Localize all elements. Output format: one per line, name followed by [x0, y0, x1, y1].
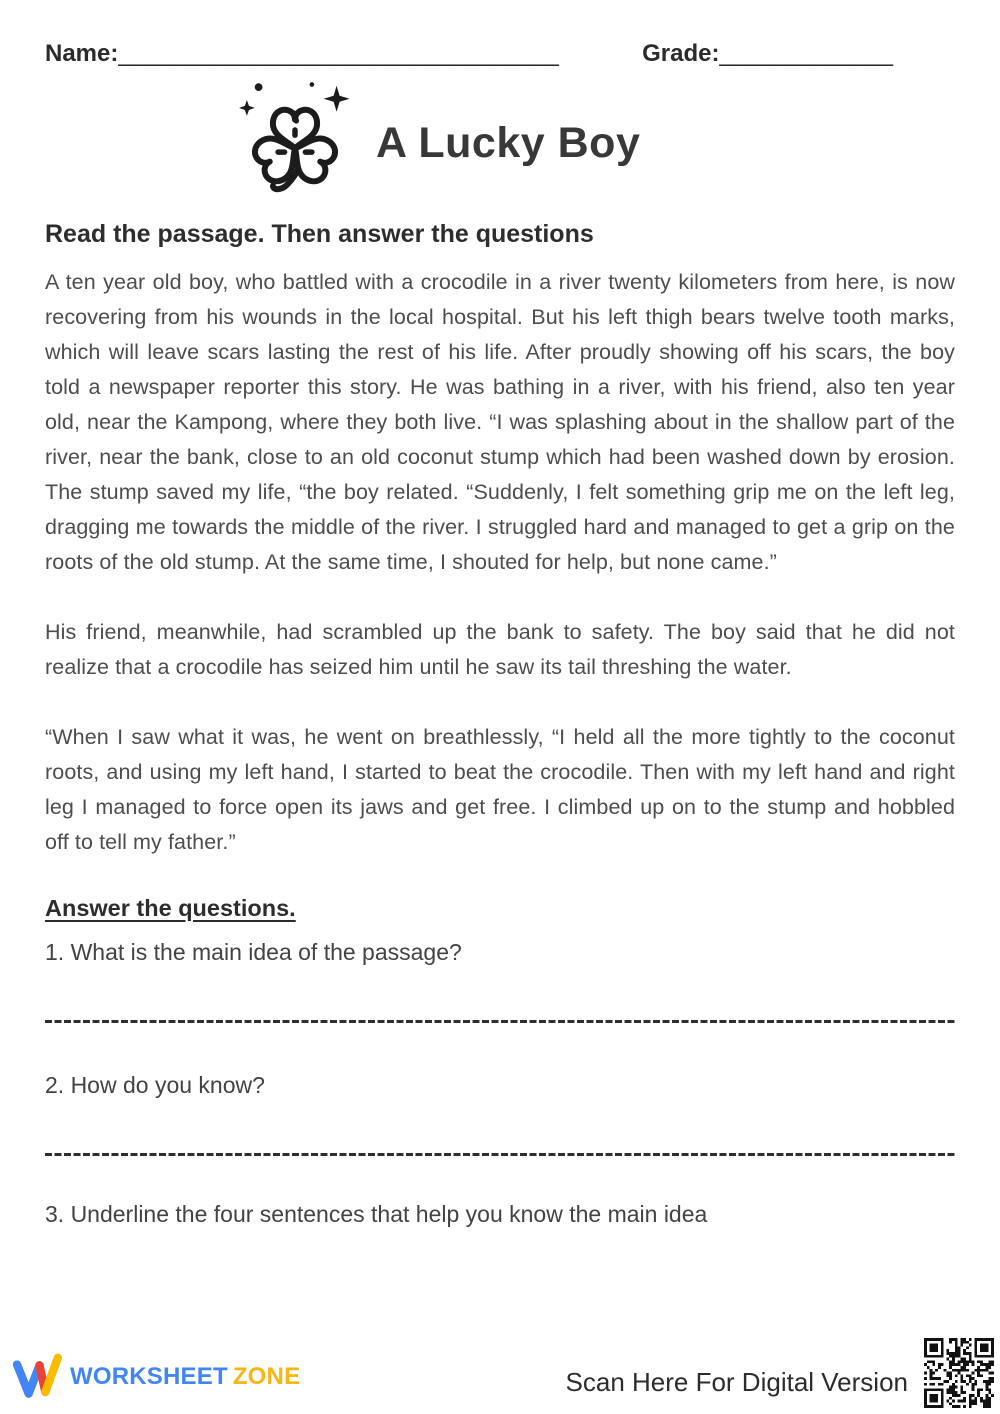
passage-paragraph-2: His friend, meanwhile, had scrambled up the bank to safety. The boy said that he did not realize that a crocodile has seized him until he saw its tail threshing the water. — [45, 620, 955, 679]
brand-worksheet: WORKSHEET — [70, 1363, 228, 1390]
name-field — [45, 40, 559, 68]
grade-blank[interactable]: _____________ — [719, 40, 893, 67]
passage — [45, 265, 955, 860]
brand-text — [70, 1363, 300, 1391]
name-label: Name: — [45, 40, 119, 67]
answer-line-1[interactable] — [45, 1020, 955, 1023]
brand-zone: ZONE — [232, 1363, 301, 1390]
header-row — [45, 0, 955, 68]
qr-code-icon — [921, 1335, 997, 1411]
answer-questions-heading: Answer the questions. — [45, 895, 296, 921]
instruction-heading: Read the passage. Then answer the questions — [45, 220, 594, 248]
passage-paragraph-1: A ten year old boy, who battled with a crocodile in a river twenty kilometers from here, is now recovering from his wounds in the local hospital. But his left thigh bears twelve tooth marks, which will leave scars lasting the rest of his life. After proudly showing off his scars, the boy told a newspaper reporter this story. He was bathing in a river, with his friend, also ten year old, near the Kampong, where they both live. “I was splashing about in the shallow part of the river, near the bank, close to an old coconut stump which had been washed down by erosion. The stump saved my life, “the boy related. “Suddenly, I felt something grip me on the left leg, dragging me towards the middle of the river. I struggled hard and managed to get a grip on the roots of the old stump. At the same time, I shouted for help, but none came.” — [45, 270, 955, 574]
footer — [0, 1330, 1000, 1414]
title-block — [230, 78, 955, 208]
shamrock-icon — [230, 78, 360, 208]
question-3: 3. Underline the four sentences that help you know the main idea — [45, 1201, 708, 1227]
scan-here-text: Scan Here For Digital Version — [565, 1367, 908, 1397]
worksheetzone-logo-icon — [12, 1352, 62, 1402]
grade-field — [642, 40, 893, 68]
worksheetzone-logo — [12, 1352, 300, 1402]
page-title: A Lucky Boy — [376, 118, 641, 167]
passage-paragraph-3: “When I saw what it was, he went on breathlessly, “I held all the more tightly to the coconut roots, and using my left hand, I started to beat the crocodile. Then with my left hand and right leg I managed to force open its jaws and get free. I climbed up on to the stump and hobbled off to tell my father.” — [45, 725, 955, 854]
grade-label: Grade: — [642, 40, 720, 67]
name-blank[interactable]: _________________________________ — [118, 40, 559, 67]
question-2: 2. How do you know? — [45, 1072, 265, 1098]
question-1: 1. What is the main idea of the passage? — [45, 939, 462, 965]
answer-line-2[interactable] — [45, 1153, 955, 1156]
